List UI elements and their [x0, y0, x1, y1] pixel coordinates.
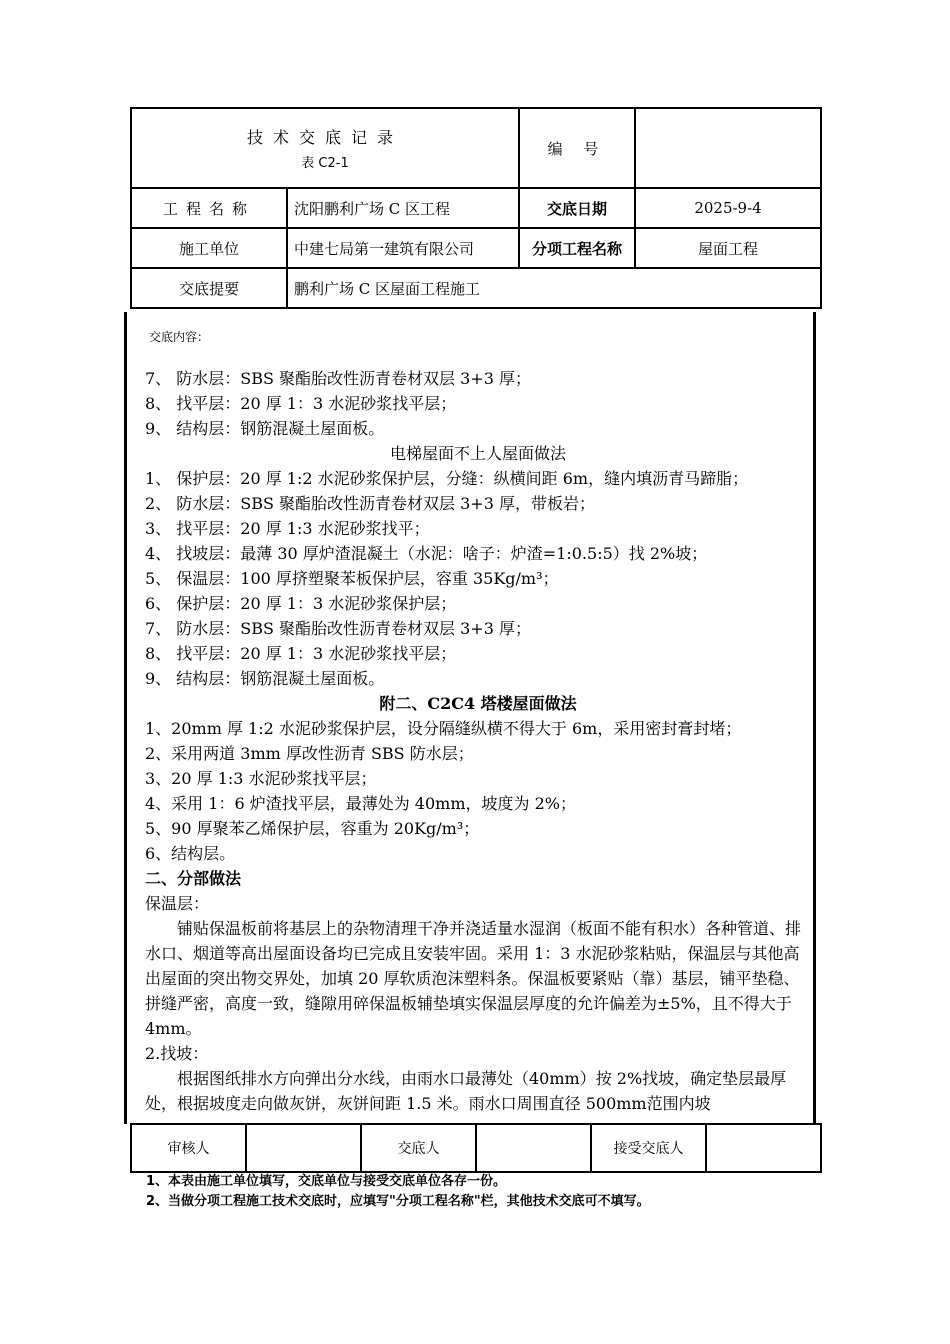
content-area — [124, 312, 816, 1124]
content-body — [127, 366, 813, 1116]
unit-value[interactable]: 中建七局第一建筑有限公司 — [287, 228, 519, 268]
document-title: 技术交底记录 — [247, 128, 404, 147]
discloser-label: 交底人 — [361, 1124, 476, 1172]
content-label: 交底内容： — [149, 330, 210, 344]
list-item: 8、 找平层：20 厚 1：3 水泥砂浆找平层； — [145, 644, 457, 663]
discloser-field[interactable] — [476, 1124, 591, 1172]
date-label: 交底日期 — [519, 188, 635, 228]
project-name-label: 工程名称 — [131, 188, 287, 228]
footnote: 1、本表由施工单位填写，交底单位与接受交底单位各存一份。 — [146, 1174, 507, 1189]
list-item: 5、90 厚聚苯乙烯保护层，容重为 20Kg/m³； — [145, 819, 480, 838]
list-item: 2、采用两道 3mm 厚改性沥青 SBS 防水层； — [145, 744, 474, 763]
elevator-roof-heading: 电梯屋面不上人屋面做法 — [389, 444, 566, 463]
form-number: 表 C2-1 — [301, 156, 349, 171]
number-value[interactable] — [635, 108, 821, 188]
sub-project-value[interactable]: 屋面工程 — [635, 228, 821, 268]
list-item: 8、 找平层：20 厚 1：3 水泥砂浆找平层； — [145, 394, 457, 413]
slope-paragraph: 根据图纸排水方向弹出分水线，由雨水口最薄处（40mm）按 2%找坡，确定垫层最厚处，根据坡度走向做灰饼，灰饼间距 1.5 米。雨水口周围直径 500mm范围内坡 — [145, 1069, 787, 1113]
project-name-value[interactable]: 沈阳鹏利广场 C 区工程 — [287, 188, 519, 228]
insulation-paragraph: 铺贴保温板前将基层上的杂物清理干净并浇适量水湿润（板面不能有积水）各种管道、排水口、烟道等高出屋面设备均已完成且安装牢固。采用 1：3 水泥砂浆粘贴，保温层与其他高出屋面的突出物交界处，加填 20 厚软质泡沫塑料条。保温板要紧贴（靠）基层，铺平垫稳、拼缝严密，高度一致，缝隙用碎保温板辅垫填实保温层厚度的允许偏差为±5%，且不得大于 4mm。 — [145, 919, 802, 1038]
list-item: 5、 保温层：100 厚挤塑聚苯板保护层，容重 35Kg/m³； — [145, 569, 559, 588]
unit-label: 施工单位 — [131, 228, 287, 268]
tower-roof-heading: 附二、C2C4 塔楼屋面做法 — [379, 694, 577, 713]
reviewer-label: 审核人 — [131, 1124, 246, 1172]
list-item: 9、 结构层：钢筋混凝土屋面板。 — [145, 419, 385, 438]
summary-label: 交底提要 — [131, 268, 287, 308]
footnote: 2、当做分项工程施工技术交底时，应填写"分项工程名称"栏，其他技术交底可不填写。 — [146, 1194, 650, 1209]
list-item: 7、 防水层：SBS 聚酯胎改性沥青卷材双层 3+3 厚； — [145, 369, 531, 388]
list-item: 1、 保护层：20 厚 1:2 水泥砂浆保护层，分缝：纵横间距 6m，缝内填沥青马蹄脂； — [145, 469, 749, 488]
list-item: 3、20 厚 1:3 水泥砂浆找平层； — [145, 769, 377, 788]
title-cell — [131, 108, 519, 188]
receiver-label: 接受交底人 — [591, 1124, 706, 1172]
list-item: 9、 结构层：钢筋混凝土屋面板。 — [145, 669, 385, 688]
list-item: 1、20mm 厚 1:2 水泥砂浆保护层，设分隔缝纵横不得大于 6m，采用密封膏封堵； — [145, 719, 742, 738]
section-heading: 二、分部做法 — [145, 869, 242, 888]
list-item: 6、结构层。 — [145, 844, 236, 863]
number-label: 编 号 — [519, 108, 635, 188]
signature-table — [130, 1123, 822, 1173]
list-item: 4、采用 1：6 炉渣找平层，最薄处为 40mm，坡度为 2%； — [145, 794, 576, 813]
slope-label: 2.找坡： — [145, 1044, 209, 1063]
summary-value[interactable]: 鹏利广场 C 区屋面工程施工 — [287, 268, 821, 308]
receiver-field[interactable] — [706, 1124, 821, 1172]
list-item: 2、 防水层：SBS 聚酯胎改性沥青卷材双层 3+3 厚，带板岩； — [145, 494, 595, 513]
list-item: 4、 找坡层：最薄 30 厚炉渣混凝土（水泥：啥子：炉渣=1:0.5:5）找 2%坡； — [145, 544, 708, 563]
list-item: 3、 找平层：20 厚 1:3 水泥砂浆找平； — [145, 519, 430, 538]
insulation-label: 保温层： — [145, 894, 210, 913]
list-item: 6、 保护层：20 厚 1：3 水泥砂浆保护层； — [145, 594, 457, 613]
list-item: 7、 防水层：SBS 聚酯胎改性沥青卷材双层 3+3 厚； — [145, 619, 531, 638]
reviewer-field[interactable] — [246, 1124, 361, 1172]
footnotes — [146, 1172, 650, 1212]
date-value[interactable]: 2025-9-4 — [635, 188, 821, 228]
header-table — [130, 107, 822, 309]
sub-project-label: 分项工程名称 — [519, 228, 635, 268]
